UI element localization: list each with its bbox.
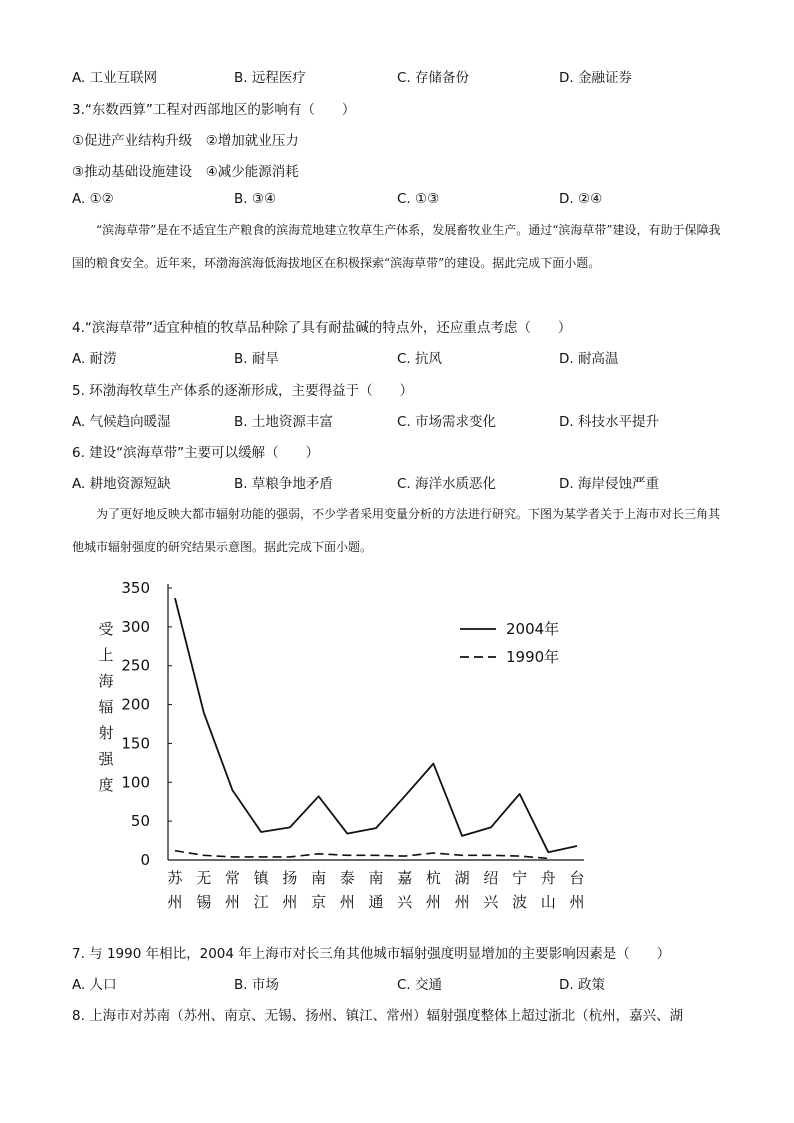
q7-stem: 7. 与 1990 年相比，2004 年上海市对长三角其他城市辐射强度明显增加的主要影响因素是（ ） (72, 946, 671, 962)
x-tick-label-镇江: 江 (253, 893, 269, 911)
y-tick-label: 250 (121, 656, 150, 675)
x-tick-label-扬州: 扬 (282, 869, 298, 887)
x-tick-label-泰州: 泰 (339, 869, 355, 887)
q8-stem: 8. 上海市对苏南（苏州、南京、无锡、扬州、镇江、常州）辐射强度整体上超过浙北（杭州，嘉兴、湖 (72, 1008, 684, 1024)
x-tick-label-苏州: 苏 (167, 869, 183, 887)
q5-option-a: A. 气候趋向暖湿 (72, 414, 171, 430)
x-tick-label-南京: 京 (311, 893, 327, 911)
q3-items-line2: ③推动基础设施建设 ④减少能源消耗 (72, 164, 299, 180)
series-line-1990年 (175, 851, 548, 859)
q2-option-a: A. 工业互联网 (72, 70, 158, 86)
y-tick-label: 0 (140, 851, 150, 869)
x-axis-labels (167, 869, 584, 911)
x-tick-label-嘉兴: 兴 (397, 893, 413, 911)
passage-shanghai-radiation: 为了更好地反映大都市辐射功能的强弱，不少学者采用变量分析的方法进行研究。下图为某学者关于上海市对长三角其他城市辐射强度的研究结果示意图。据此完成下面小题。 (72, 507, 721, 554)
y-axis-label-char: 海 (98, 672, 114, 690)
x-tick-label-常州: 常 (224, 869, 240, 887)
passage-binhai-caodai: “滨海草带”是在不适宜生产粮食的滨海荒地建立牧草生产体系，发展畜牧业生产。通过“滨海草带”建设，有助于保障我国的粮食安全。近年来，环渤海滨海低海拔地区在积极探索“滨海草带”的建设。据此完成下面小题。 (72, 223, 721, 270)
q2-option-b: B. 远程医疗 (234, 70, 306, 86)
y-axis-label-char: 上 (98, 646, 114, 664)
legend-label-1990年: 1990年 (506, 648, 560, 666)
y-tick-label: 100 (121, 773, 150, 792)
y-axis-label-char: 辐 (98, 698, 114, 716)
y-tick-label: 50 (130, 812, 150, 831)
x-tick-label-南通: 通 (368, 893, 384, 911)
q4-option-c: C. 抗风 (397, 351, 443, 367)
q4-option-a: A. 耐涝 (72, 351, 117, 367)
x-tick-label-常州: 州 (224, 893, 240, 911)
q4-option-b: B. 耐旱 (234, 351, 279, 367)
x-tick-label-南通: 南 (368, 869, 384, 887)
x-tick-label-宁波: 波 (512, 893, 528, 911)
q5-stem: 5. 环渤海牧草生产体系的逐渐形成，主要得益于（ ） (72, 383, 414, 399)
q7-option-d: D. 政策 (559, 977, 605, 993)
q5-option-b: B. 土地资源丰富 (234, 414, 333, 430)
x-tick-label-无锡: 无 (196, 869, 212, 887)
chart-canvas (90, 572, 600, 917)
x-tick-label-扬州: 州 (282, 893, 298, 911)
q2-option-c: C. 存储备份 (397, 70, 470, 86)
legend-label-2004年: 2004年 (506, 620, 560, 638)
x-tick-label-台州: 台 (569, 869, 585, 887)
y-tick-label: 200 (121, 695, 150, 714)
q6-option-b: B. 草粮争地矛盾 (234, 476, 333, 492)
x-tick-label-绍兴: 绍 (483, 869, 499, 887)
q7-options (72, 973, 732, 993)
q4-stem: 4.“滨海草带”适宜种植的牧草品种除了具有耐盐碱的特点外，还应重点考虑（ ） (72, 320, 572, 336)
q5-options (72, 410, 732, 430)
y-tick-label: 150 (121, 734, 150, 753)
q4-option-d: D. 耐高温 (559, 351, 619, 367)
y-axis-label (98, 620, 114, 794)
x-tick-label-杭州: 杭 (425, 869, 441, 887)
q6-stem: 6. 建设“滨海草带”主要可以缓解（ ） (72, 445, 320, 461)
y-axis-ticks (121, 579, 172, 869)
q4-options (72, 347, 732, 367)
x-tick-label-台州: 州 (569, 893, 585, 911)
x-tick-label-嘉兴: 嘉 (397, 869, 413, 887)
x-tick-label-舟山: 舟 (540, 869, 556, 887)
q2-option-d: D. 金融证券 (559, 70, 632, 86)
q6-option-c: C. 海洋水质恶化 (397, 476, 497, 492)
x-tick-label-宁波: 宁 (512, 869, 528, 887)
q7-option-c: C. 交通 (397, 977, 443, 993)
x-tick-label-泰州: 州 (339, 893, 355, 911)
q3-option-b: B. ③④ (234, 191, 277, 207)
y-axis-label-char: 度 (98, 776, 114, 794)
q3-options (72, 191, 732, 211)
radiation-intensity-chart (90, 572, 600, 917)
q6-option-d: D. 海岸侵蚀严重 (559, 476, 659, 492)
q3-items-line1: ①促进产业结构升级 ②增加就业压力 (72, 133, 299, 149)
q3-stem: 3.“东数西算”工程对西部地区的影响有（ ） (72, 102, 356, 118)
q2-options (72, 66, 732, 86)
y-tick-label: 350 (121, 579, 150, 597)
x-tick-label-湖州: 州 (454, 893, 470, 911)
y-tick-label: 300 (121, 617, 150, 636)
q3-option-d: D. ②④ (559, 191, 603, 207)
y-axis-label-char: 受 (98, 620, 114, 638)
x-tick-label-绍兴: 兴 (483, 893, 499, 911)
q5-option-c: C. 市场需求变化 (397, 414, 497, 430)
x-tick-label-南京: 南 (311, 869, 327, 887)
q3-option-a: A. ①② (72, 191, 114, 207)
q5-option-d: D. 科技水平提升 (559, 414, 659, 430)
x-tick-label-苏州: 州 (167, 893, 183, 911)
q7-option-a: A. 人口 (72, 977, 117, 993)
x-tick-label-杭州: 州 (425, 893, 441, 911)
q6-option-a: A. 耕地资源短缺 (72, 476, 171, 492)
x-tick-label-无锡: 锡 (196, 893, 212, 911)
x-tick-label-镇江: 镇 (253, 869, 269, 887)
x-tick-label-湖州: 湖 (454, 869, 470, 887)
q3-option-c: C. ①③ (397, 191, 440, 207)
q6-options (72, 472, 732, 492)
x-tick-label-舟山: 山 (540, 893, 556, 911)
q7-option-b: B. 市场 (234, 977, 279, 993)
chart-legend (460, 620, 559, 666)
y-axis-label-char: 强 (98, 750, 114, 768)
y-axis-label-char: 射 (98, 724, 114, 742)
